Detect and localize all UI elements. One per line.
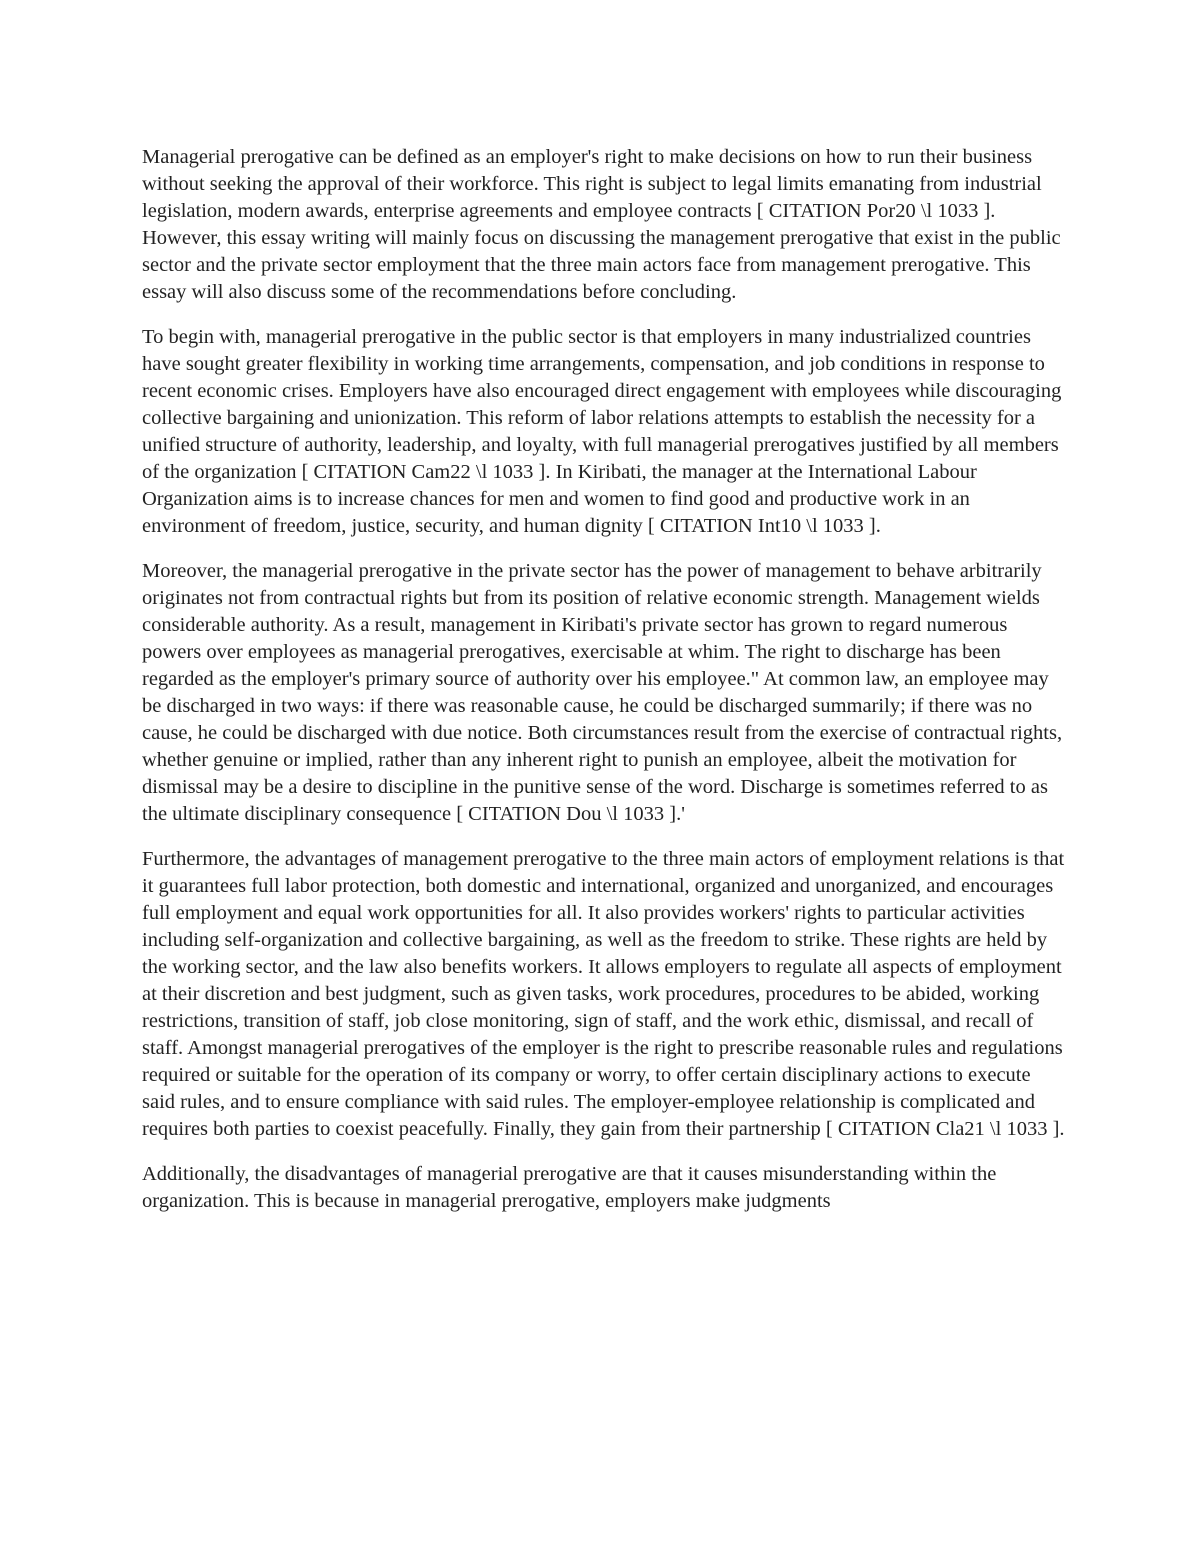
paragraph-private-sector: Moreover, the managerial prerogative in the private sector has the power of management to behave arbitrarily originates not from contractual rights but from its position of relative economic strength. Management wields considerable authority. As a result, management in Kiribati's private sector has grown to regard numerous powers over employees as managerial prerogatives, exercisable at whim. The right to discharge has been regarded as the employer's primary source of authority over his employee." At common law, an employee may be discharged in two ways: if there was reasonable cause, he could be discharged summarily; if there was no cause, he could be discharged with due notice. Both circumstances result from the exercise of contractual rights, whether genuine or implied, rather than any inherent right to punish an employee, albeit the motivation for dismissal may be a desire to discipline in the punitive sense of the word. Discharge is sometimes referred to as the ultimate disciplinary consequence [ CITATION Dou \l 1033 ].' bbox=[142, 560, 1063, 825]
paragraph-intro: Managerial prerogative can be defined as an employer's right to make decisions on how to run their business without seeking the approval of their workforce. This right is subject to legal limits emanating from industrial legislation, modern awards, enterprise agreements and employee contracts [ CITATION Por20 \l 1033 ]. However, this essay writing will mainly focus on discussing the management prerogative that exist in the public sector and the private sector employment that the three main actors face from management prerogative. This essay will also discuss some of the recommendations before concluding. bbox=[142, 146, 1061, 303]
paragraph-disadvantages: Additionally, the disadvantages of managerial prerogative are that it causes misunderstanding within the organization. This is because in managerial prerogative, employers make judgments bbox=[142, 1163, 997, 1212]
paragraph-advantages: Furthermore, the advantages of management prerogative to the three main actors of employment relations is that it guarantees full labor protection, both domestic and international, organized and unorganized, and encourages full employment and equal work opportunities for all. It also provides workers' rights to particular activities including self-organization and collective bargaining, as well as the freedom to strike. These rights are held by the working sector, and the law also benefits workers. It allows employers to regulate all aspects of employment at their discretion and best judgment, such as given tasks, work procedures, procedures to be abided, working restrictions, transition of staff, job close monitoring, sign of staff, and the work ethic, dismissal, and recall of staff. Amongst managerial prerogatives of the employer is the right to prescribe reasonable rules and regulations required or suitable for the operation of its company or worry, to offer certain disciplinary actions to execute said rules, and to ensure compliance with said rules. The employer-employee relationship is complicated and requires both parties to coexist peacefully. Finally, they gain from their partnership [ CITATION Cla21 \l 1033 ]. bbox=[142, 848, 1065, 1140]
document-body bbox=[142, 144, 1067, 1233]
paragraph-public-sector: To begin with, managerial prerogative in the public sector is that employers in many industrialized countries have sought greater flexibility in working time arrangements, compensation, and job conditions in response to recent economic crises. Employers have also encouraged direct engagement with employees while discouraging collective bargaining and unionization. This reform of labor relations attempts to establish the necessity for a unified structure of authority, leadership, and loyalty, with full managerial prerogatives justified by all members of the organization [ CITATION Cam22 \l 1033 ]. In Kiribati, the manager at the International Labour Organization aims is to increase chances for men and women to find good and productive work in an environment of freedom, justice, security, and human dignity [ CITATION Int10 \l 1033 ]. bbox=[142, 326, 1062, 537]
